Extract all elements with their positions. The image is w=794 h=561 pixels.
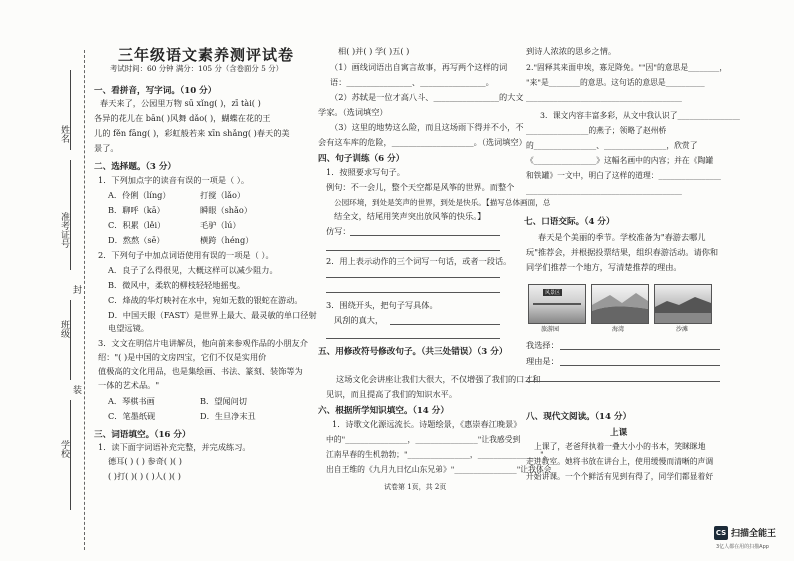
q2-stem: 2．下列句子中加点词语使用有误的一项是（ ）。 <box>98 250 274 260</box>
section-3-title: 三、词语填空。（16 分） <box>94 430 191 440</box>
s4-q3-start: 风刮的真大， <box>334 315 384 325</box>
section-2-title: 二、选择题。（3 分） <box>94 162 177 172</box>
exam-no-label: 准考证号 <box>59 212 69 248</box>
q3-line-4: 一体的艺术品。" <box>98 380 160 390</box>
c3-q3-line-3: 的________________、________________，欣赏了 <box>526 141 698 150</box>
pick-label: 我选择： <box>526 340 559 350</box>
s3-q1-stem: 1．读下面字词语补充完整，并完成练习。 <box>98 442 251 452</box>
c3-q3-line-2: ________________的燕子；领略了赵州桥 <box>526 126 667 135</box>
q2-opt-c: C．烽战的华灯映衬在水中，宛如无数的银蛇在游动。 <box>108 295 303 305</box>
c2-s3-line-3: （2）苏轼是一位才高八斗、________________的大文 <box>330 92 524 102</box>
reading-line-2: 走进教室。她将书放在讲台上，使用缓慢而清晰的声调 <box>526 457 714 466</box>
s1-line-1: 春天来了，公园里万物 sū xǐng( )，zī tài( ) <box>100 98 261 108</box>
s4-q3-stem: 3．围绕开头，把句子写具体。 <box>326 300 438 310</box>
s4-imitate-label: 仿写： <box>326 226 351 236</box>
answer-line <box>326 338 500 339</box>
q1-opt-b1: B．聊呼（kā） <box>108 205 165 215</box>
s6-line-1: 1．诗歌文化源远流长。诗题绘景，《惠崇春江晚景》 <box>332 419 522 429</box>
answer-line <box>390 324 500 325</box>
beach-scene <box>655 285 711 323</box>
s5-line-2: 见识，而且提高了我们的知识水平。 <box>326 389 458 399</box>
s1-line-2: 各异的花儿在 bān( )风舞 dǎo( )，蝴蝶在花的王 <box>94 113 271 123</box>
q1-opt-d2: 横跨（héng） <box>200 235 254 245</box>
q3-opt-b: B．望闻问切 <box>200 396 247 406</box>
answer-line <box>526 381 720 382</box>
picture-bay <box>591 284 649 324</box>
q1-opt-c2: 毛驴（lú） <box>200 220 241 230</box>
page-footer: 试卷第 1页，共 2页 <box>384 483 447 491</box>
camscanner-app-name: 扫描全能王 <box>731 529 777 539</box>
c3-q2-line-3: ________________________________________ <box>526 93 682 102</box>
section-6-title: 六、根据所学知识填空。（14 分） <box>318 406 449 416</box>
c2-s3-line-6: 会有这车库的危险，____________________。（选词填空） <box>318 137 527 147</box>
reason-label: 理由是： <box>526 356 559 366</box>
s6-line-4: 出自王维的《九月九日忆山东兄弟》"________________"让我体会 <box>326 465 552 474</box>
camscanner-logo: CS <box>714 526 728 540</box>
s4-q2-stem: 2．用上表示动作的三个词写一句话，或者一段话。 <box>326 256 512 266</box>
picture-beach <box>654 284 712 324</box>
class-label: 班级 <box>59 320 69 338</box>
q3-line-1: 3．文文在明信片电讲解员，他向前来参观作品的小朋友介 <box>98 338 308 348</box>
q2-opt-b: B．微风中，柔软的柳枝轻轻地摇曳。 <box>108 280 246 290</box>
section-7-title: 七、口语交际。（4 分） <box>524 217 615 227</box>
s1-line-4: 景了。 <box>94 143 119 153</box>
bay-scene <box>592 285 648 323</box>
q3-opt-a: A．琴棋书画 <box>108 396 155 406</box>
s1-line-3: 儿的 fěn fāng( )，彩虹般若来 xīn shǎng( )春天的美 <box>94 128 290 138</box>
s3-line-1: 德耳( ) ( ) 参奇( )( ) <box>108 456 182 466</box>
s7-line-2: 玩"推荐会，并根据投票结果，组织春游活动。请你和 <box>526 247 719 257</box>
s3-line-2: ( )打( )( ) ( )人( )( ) <box>108 471 181 481</box>
reading-line-3: 开始讲课。一个个鲜活有见到有得了，同学们都显着好 <box>526 472 714 481</box>
answer-line <box>560 365 720 366</box>
name-blank <box>70 70 72 150</box>
section-4-title: 四、句子训练（6 分） <box>318 154 405 164</box>
picture-caption-1: 旅游园 <box>541 326 560 333</box>
c3-top: 到诗人浓浓的思乡之情。 <box>526 46 617 56</box>
camscanner-tagline: 3亿人都在用的扫描App <box>716 544 769 550</box>
school-label: 学校 <box>59 440 69 458</box>
s6-line-2: 中的"________________，________________"让我感受到 <box>326 435 521 444</box>
answer-line <box>560 349 720 350</box>
q3-opt-d: D．生旦净末丑 <box>200 411 256 421</box>
school-blank <box>70 400 72 510</box>
q3-line-2: 绍："( )是中国的文房四宝，它们不仅是实用价 <box>98 352 267 362</box>
q2-opt-a: A．良子了么得很见，大概这样可以减少阻力。 <box>108 265 278 275</box>
reading-title: 上课 <box>610 428 628 438</box>
page-title: 三年级语文素养测评试卷 <box>118 46 295 64</box>
answer-line <box>326 277 500 278</box>
class-blank <box>70 300 72 380</box>
q1-stem: 1．下列加点字的读音有误的一项是（ ）。 <box>98 175 250 185</box>
name-label: 姓名 <box>59 125 69 143</box>
q1-opt-c1: C．积累（lěi） <box>108 220 166 230</box>
c3-q2-line-2: "来"是________的意思。这句话的意思是__________ <box>526 78 705 87</box>
section-5-title: 五、用修改符号修改句子。（共三处错误）（3 分） <box>318 347 508 357</box>
q1-opt-a1: A．伶俐（líng） <box>108 190 171 200</box>
q2-opt-d-cont: 电望远镜。 <box>108 323 149 333</box>
park-sign: 风景区 <box>545 290 561 296</box>
picture-caption-2: 海湾 <box>612 326 625 333</box>
s7-line-3: 同学们推荐一个地方，写清楚推荐的理由。 <box>526 262 682 272</box>
picture-caption-3: 沙滩 <box>676 326 689 333</box>
c3-q3-line-6: ________________________________________ <box>526 186 682 195</box>
c2-s3-line-4: 学家。（选词填空） <box>318 107 388 117</box>
seal-mark-2: 装 <box>71 385 81 394</box>
c2-s3-line-1: （1）画线词语出自寓言故事，再写两个这样的词 <box>330 62 508 72</box>
c3-q3-line-5: 和铁罐》一文中，明白了这样的道理：________________ <box>526 171 721 180</box>
section-8-title: 八、现代文阅读。（14 分） <box>526 412 632 422</box>
answer-line <box>326 250 500 251</box>
s4-example-3: 结全文，结尾用笑声突出放风筝的快乐。】 <box>334 211 486 221</box>
s4-example-2: 公园环境，到处是笑声的世界，到处是快乐。【描写总体画面，总 <box>334 198 551 207</box>
s5-line-1: 这场文化会讲座让我们大很大，不仅增强了我们的口才和 <box>336 374 541 384</box>
s4-q1-stem: 1．按照要求写句子。 <box>326 167 405 177</box>
q1-opt-b2: 瞬眼（shǎo） <box>200 205 253 215</box>
s4-example-1: 例句：不一会儿，整个天空都是风筝的世界。而整个 <box>326 182 515 192</box>
c3-q2-line-1: 2."固释其来面申埃，寡足降免。""因"的意思是________， <box>526 63 728 72</box>
reading-line-1: 上课了，老爸拜执着一叠大小小的书本，笑眯眯地 <box>534 442 706 451</box>
q1-opt-a2: 打搅（lǎo） <box>200 190 246 200</box>
c2-s3-line-2: 语：________________、________________。 <box>330 77 494 87</box>
q2-opt-d: D．中国天眼（FAST）是世界上最大、最灵敏的单口径射 <box>108 310 317 320</box>
exam-no-blank <box>70 160 72 270</box>
s7-line-1: 春天是个美丽的季节。学校准备为"春游去哪儿 <box>538 232 706 242</box>
picture-amusement-park <box>528 284 586 324</box>
exam-info: 考试时间：60 分钟 满分：105 分（含卷面分 5 分） <box>110 64 283 73</box>
seal-mark-1: 封 <box>71 285 81 294</box>
answer-line <box>326 292 500 293</box>
c3-q3-line-1: 3．课文内容丰富多彩，从文中我认识了________________ <box>540 111 740 120</box>
c2-s3-line-5: （3）这里的地势这么险，而且这场雨下得并不小，不 <box>330 122 524 132</box>
s6-line-3: 江南早春的生机勃勃；"________________，________________"， <box>326 450 552 459</box>
c3-q3-line-4: 《________________》这幅名画中的内容；并在《陶罐 <box>526 156 714 165</box>
answer-line <box>350 235 500 236</box>
q3-opt-c: C．笔墨纸砚 <box>108 411 156 421</box>
q1-opt-d1: D．熬熬（sē） <box>108 235 165 245</box>
q3-line-3: 值极高的文化用品，也是集绘画、书法、篆刻、装饰等为 <box>98 366 303 376</box>
park-gate-shape <box>533 303 581 319</box>
binding-dashed-line <box>84 50 85 550</box>
c2-top-line: 相( )并( ) 学( )五( ) <box>338 46 410 56</box>
section-1-title: 一、看拼音，写字词。（10 分） <box>94 86 217 96</box>
